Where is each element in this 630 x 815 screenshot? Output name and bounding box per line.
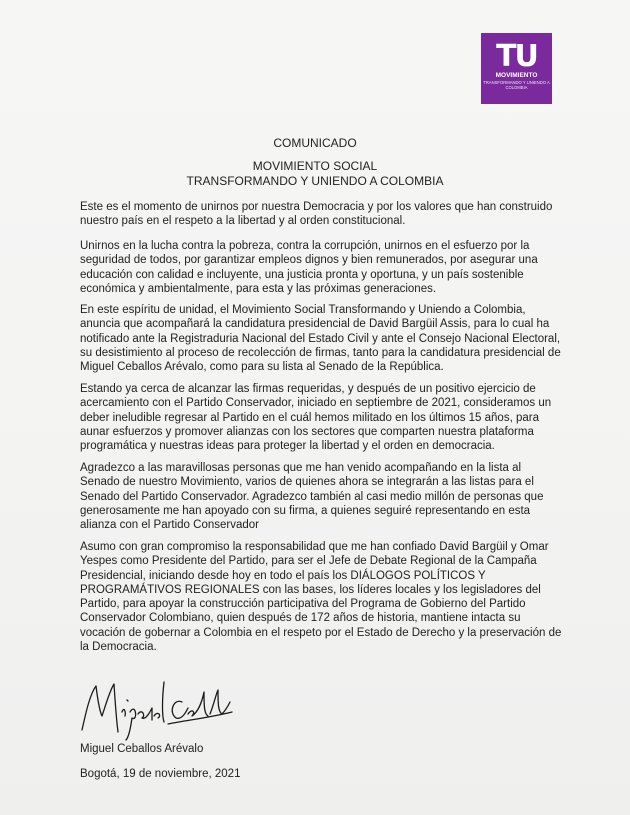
org-name-line1: MOVIMIENTO SOCIAL <box>252 159 378 173</box>
document-label: COMUNICADO <box>273 136 357 150</box>
paragraph-1: Este es el momento de unirnos por nuestra Democracia y por los valores que han construido nuestro país en el respeto a la libertad y al orden constitucional. <box>80 201 553 228</box>
paragraph-3: En este espíritu de unidad, el Movimiento Social Transformando y Uniendo a Colombia, anuncia que acompañará la candidatura presidencial de David Bargüil Assis, para lo cual ha notificado ante la Registraduria Nacional del Estado Civil y ante el Consejo Nacional Electoral, su desistimiento al proceso de recolección de firmas, tanto para la candidatura presidencial de Miguel Ceballos Arévalo, como para su lista al Senado de la República. <box>80 304 561 374</box>
movement-logo <box>481 33 552 104</box>
paragraph-5: Agradezco a las maravillosas personas que me han venido acompañando en la lista al Senado de nuestro Movimiento, varios de quienes ahora se integrarán a las listas para el Senado del Partido Conservador. Agradezco también al casi medio millón de personas que generosamente me han apoyado con su firma, a quienes seguiré representando en esta alianza con el Partido Conservador <box>80 462 544 532</box>
logo-name: MOVIMIENTO <box>495 72 538 79</box>
place-date: Bogotá, 19 de noviembre, 2021 <box>80 768 241 780</box>
logo-subtitle: TRANSFORMANDO Y UNIENDO A COLOMBIA <box>483 80 550 90</box>
signatory-name: Miguel Ceballos Arévalo <box>80 743 204 755</box>
handwritten-signature <box>78 672 238 744</box>
paragraph-4: Estando ya cerca de alcanzar las firmas requeridas, y después de un positivo ejercicio de acercamiento con el Partido Conservador, iniciado en septiembre de 2021, consideramos un deber ineludible regresar al Partido en el cuál hemos militado en los últimos 15 años, para aunar esfuerzos y promover alianzas con los sectores que comparten nuestra plataforma programática y nuestras ideas para proteger la libertad y el orden en democracia. <box>80 383 552 453</box>
logo-title: TU <box>496 39 537 74</box>
org-name-line2: TRANSFORMANDO Y UNIENDO A COLOMBIA <box>186 174 444 188</box>
paragraph-2: Unirnos en la lucha contra la pobreza, contra la corrupción, unirnos en el esfuerzo por la seguridad de todos, por garantizar empleos dignos y bien remunerados, por asegurar una educación con calidad e incluyente, una justicia pronta y oportuna, y un país sostenible económica y ambientalmente, para esta y las próximas generaciones. <box>80 240 538 295</box>
paragraph-6: Asumo con gran compromiso la responsabilidad que me han confiado David Bargüil y Omar Yespes como Presidente del Partido, para ser el Jefe de Debate Regional de la Campaña Presidencial, iniciando desde hoy en todo el país los DIÁLOGOS POLÍTICOS Y PROGRAMÁTIVOS REGIONALES con las bases, los líderes locales y los legisladores del Partido, para apoyar la construcción participativa del Programa de Gobierno del Partido Conservador Colombiano, quien después de 172 años de historia, mantiene intacta su vocación de gobernar a Colombia en el respeto por el Estado de Derecho y la preservación de la Democracia. <box>80 541 562 654</box>
